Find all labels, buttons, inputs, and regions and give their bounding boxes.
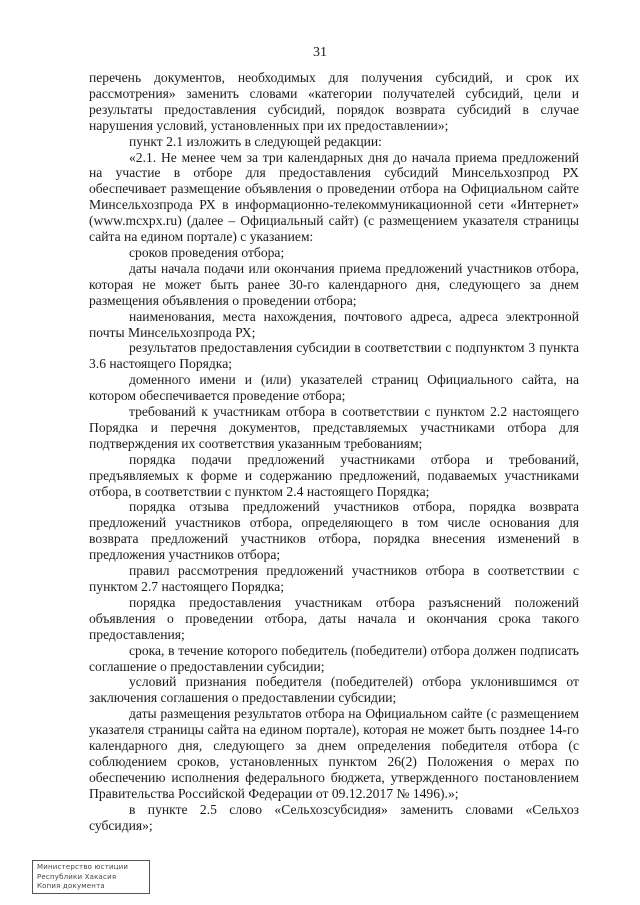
stamp-line: Копия документа <box>37 882 105 890</box>
paragraph: порядка отзыва предложений участников отбора, порядка возврата предложений участников отбора, определяющего в том числе основания для возврата предложений участников отбора, порядка внесения изменений в предложения участников отбора; <box>89 499 579 563</box>
paragraph: порядка предоставления участникам отбора разъяснений положений объявления о проведении отбора, даты начала и окончания срока такого предоставления; <box>89 594 579 642</box>
stamp-line: Республики Хакасия <box>37 872 117 881</box>
stamp-line: Министерство юстиции <box>37 863 129 871</box>
paragraph: требований к участникам отбора в соответствии с пунктом 2.2 настоящего Порядка и перечня документов, представляемых участниками отбора для подтверждения их соответствия указанным требованиям; <box>89 404 579 451</box>
paragraph: срока, в течение которого победитель (победители) отбора должен подписать соглашение о предоставлении субсидии; <box>89 642 579 674</box>
paragraph: «2.1. Не менее чем за три календарных дня до начала приема предложений на участие в отборе для предоставления субсидий Минсельхозпрод РХ обеспечивает размещение объявления о проведении отбора на Официальном сайте Минсельхозпрода РХ в информационно-телекоммуникационной сети «Интернет» (www.mcxpx.ru) (далее – Официальный сайт) (с размещением указателя страницы сайта на едином портале) с указанием: <box>89 149 579 245</box>
page-number: 31 <box>313 45 327 60</box>
paragraph: условий признания победителя (победителей) отбора уклонившимся от заключения соглашения о предоставлении субсидии; <box>89 674 579 706</box>
paragraph: наименования, места нахождения, почтового адреса, адреса электронной почты Минсельхозпрода РХ; <box>89 308 579 340</box>
paragraph: перечень документов, необходимых для получения субсидий, и срок их рассмотрения» заменить словами «категории получателей субсидий, цели и результаты предоставления субсидий, порядок возврата субсидий в случае нарушения условий, установленных при их предоставлении»; <box>89 70 579 133</box>
paragraph: пункт 2.1 изложить в следующей редакции: <box>129 133 382 149</box>
paragraph: даты начала подачи или окончания приема предложений участников отбора, которая не может быть ранее 30-го календарного дня, следующего за днем размещения объявления о проведении отбора; <box>89 260 579 308</box>
registration-stamp <box>32 860 150 894</box>
document-body <box>89 70 579 834</box>
paragraph: сроков проведения отбора; <box>129 244 285 260</box>
paragraph: доменного имени и (или) указателей страниц Официального сайта, на котором обеспечивается проведение отбора; <box>89 372 579 404</box>
paragraph: даты размещения результатов отбора на Официальном сайте (с размещением указателя страницы сайта на едином портале), которая не может быть позднее 14-го календарного дня, следующего за днем определения победителя отбора (с соблюдением сроков, установленных пунктом 26(2) Положения о мерах по обеспечению исполнения федерального бюджета, утвержденного постановлением Правительства Российской Федерации от 09.12.2017 № 1496).»; <box>89 706 579 801</box>
paragraph: правил рассмотрения предложений участников отбора в соответствии с пунктом 2.7 настоящего Порядка; <box>89 563 579 594</box>
paragraph: в пункте 2.5 слово «Сельхозсубсидия» заменить словами «Сельхоз субсидия»; <box>89 801 579 833</box>
paragraph: результатов предоставления субсидии в соответствии с подпунктом 3 пункта 3.6 настоящего Порядка; <box>89 340 579 372</box>
paragraph: порядка подачи предложений участниками отбора и требований, предъявляемых к форме и содержанию предложений, подаваемых участниками отбора, в соответствии с пунктом 2.4 настоящего Порядка; <box>89 451 579 499</box>
